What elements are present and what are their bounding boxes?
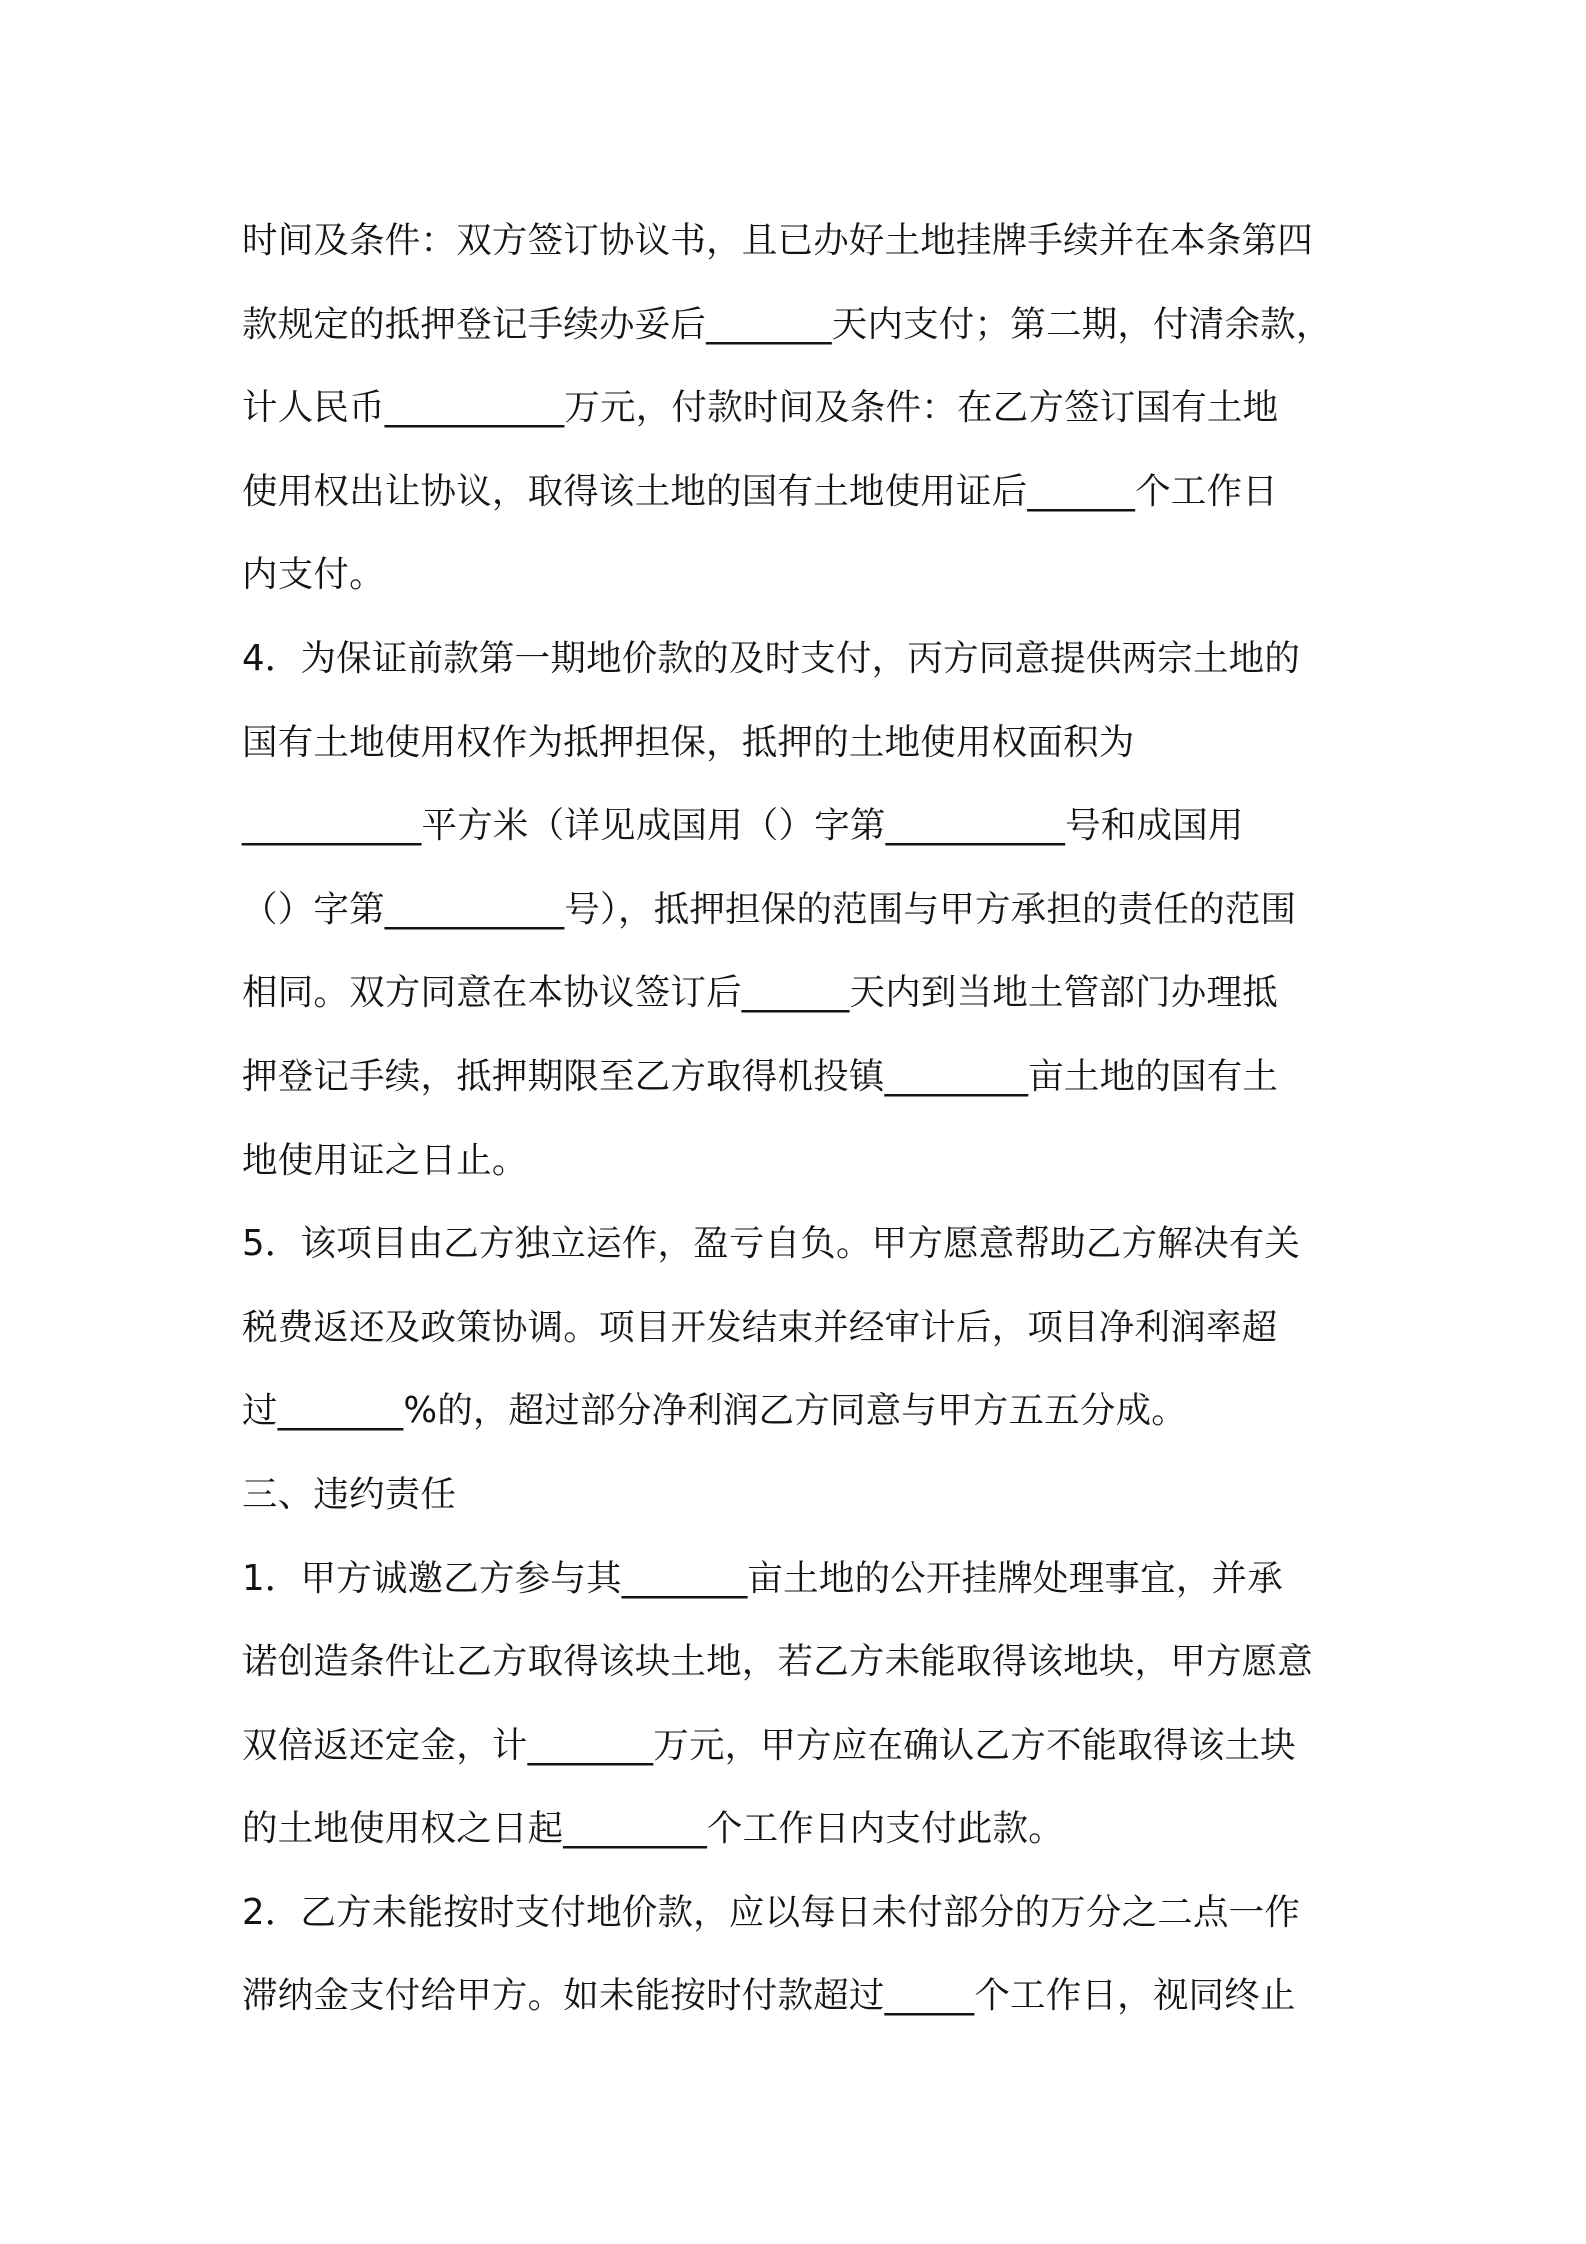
text-line: 地使用证之日止。 [242, 1139, 528, 1181]
text-line: 过_______%的，超过部分净利润乙方同意与甲方五五分成。 [242, 1390, 1187, 1432]
text-line: 5．该项目由乙方独立运作，盈亏自负。甲方愿意帮助乙方解决有关 [242, 1223, 1301, 1265]
document-body [242, 199, 1358, 2038]
text-line: 诺创造条件让乙方取得该块土地，若乙方未能取得该地块，甲方愿意 [242, 1641, 1314, 1683]
text-line: 双倍返还定金，计_______万元，甲方应在确认乙方不能取得该土块 [242, 1724, 1296, 1766]
text-line: 4．为保证前款第一期地价款的及时支付，丙方同意提供两宗土地的 [242, 637, 1301, 679]
text-line: 内支付。 [242, 554, 385, 596]
text-line: 2．乙方未能按时支付地价款，应以每日未付部分的万分之二点一作 [242, 1891, 1301, 1933]
text-line: 押登记手续，抵押期限至乙方取得机投镇________亩土地的国有土 [242, 1055, 1279, 1097]
text-line: 国有土地使用权作为抵押担保，抵押的土地使用权面积为 [242, 721, 1135, 763]
text-line: 1．甲方诚邀乙方参与其_______亩土地的公开挂牌处理事宜，并承 [242, 1557, 1283, 1599]
text-line: 滞纳金支付给甲方。如未能按时付款超过_____个工作日，视同终止 [242, 1975, 1296, 2017]
text-line: （）字第__________号），抵押担保的范围与甲方承担的责任的范围 [242, 888, 1297, 930]
text-line: 的土地使用权之日起________个工作日内支付此款。 [242, 1808, 1064, 1850]
text-line: 税费返还及政策协调。项目开发结束并经审计后，项目净利润率超 [242, 1306, 1278, 1348]
text-line: __________平方米（详见成国用（）字第__________号和成国用 [242, 805, 1244, 847]
text-line: 款规定的抵押登记手续办妥后_______天内支付；第二期，付清余款， [242, 303, 1332, 345]
section-heading: 三、违约责任 [242, 1473, 457, 1515]
text-line: 计人民币__________万元，付款时间及条件：在乙方签订国有土地 [242, 387, 1279, 429]
text-line: 时间及条件：双方签订协议书，且已办好土地挂牌手续并在本条第四 [242, 220, 1314, 261]
text-line: 使用权出让协议，取得该土地的国有土地使用证后______个工作日 [242, 470, 1278, 512]
text-line: 相同。双方同意在本协议签订后______天内到当地土管部门办理抵 [242, 972, 1278, 1014]
